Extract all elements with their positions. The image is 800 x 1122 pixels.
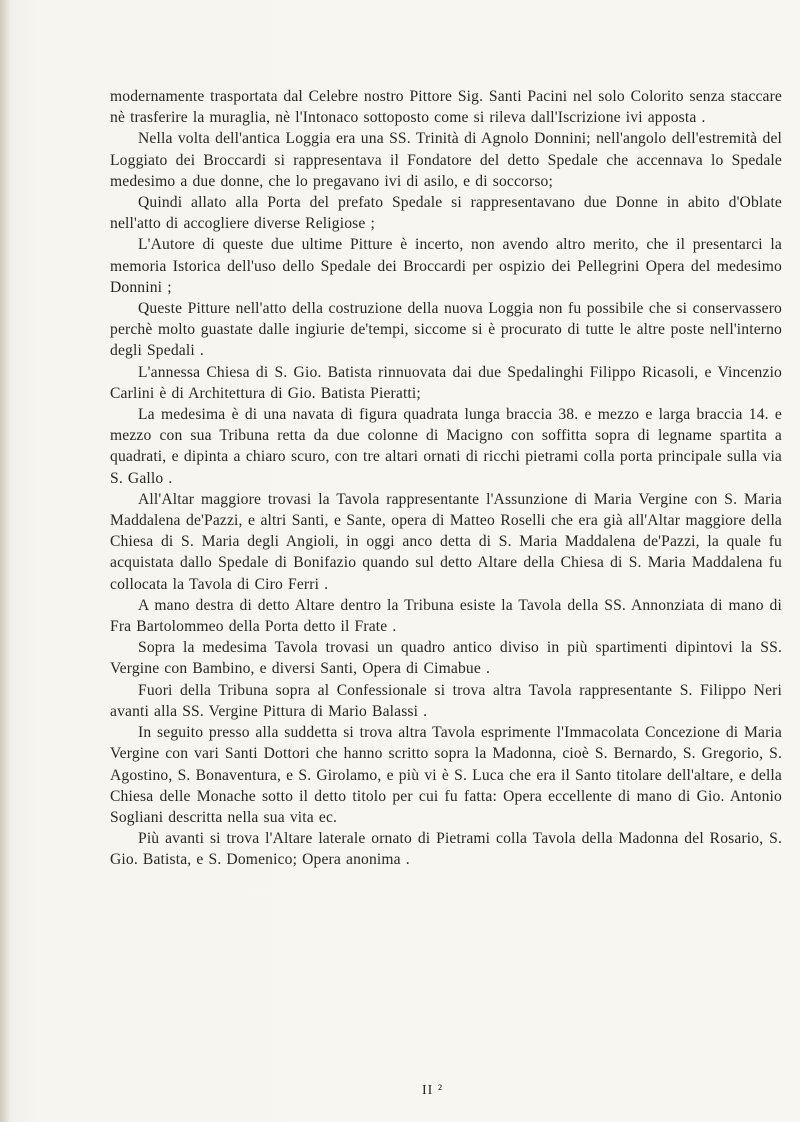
binding-edge <box>0 0 10 1122</box>
body-text <box>110 86 782 871</box>
paragraph-10: Sopra la medesima Tavola trovasi un quadro antico diviso in più spartimenti dipintovi la SS. Vergine con Bambino, e diversi Santi, Opera di Cimabue . <box>110 639 782 678</box>
paragraph-7: La medesima è di una navata di figura quadrata lunga braccia 38. e mezzo e larga braccia 14. e mezzo con sua Tribuna retta da due colonne di Macigno con soffitta sopra di legname spartita a quadrati, e dipinta a chiaro scuro, con tre altari ornati di ricchi pietrami colla porta principale sulla via S. Gallo . <box>110 406 782 487</box>
paragraph-1: modernamente trasportata dal Celebre nostro Pittore Sig. Santi Pacini nel solo Colorito senza staccare nè trasferire la muraglia, nè l'Intonaco sottoposto come si rileva dall'Iscrizione ivi apposta . <box>110 88 782 127</box>
paragraph-9: A mano destra di detto Altare dentro la Tribuna esiste la Tavola della SS. Annonziata di mano di Fra Bartolommeo della Porta detto il Frate . <box>110 596 782 636</box>
paragraph-2: Nella volta dell'antica Loggia era una SS. Trinità di Agnolo Donnini; nell'angolo dell'estremità del Loggiato dei Broccardi si rappresentava il Fondatore del detto Spedale che accennava lo Spedale medesimo a due donne, che lo pregavano ivi di asilo, e di soccorso; <box>110 130 782 190</box>
paragraph-3: Quindi allato alla Porta del prefato Spedale si rappresentavano due Donne in abito d'Oblate nell'atto di accogliere diverse Religiose ; <box>110 194 782 233</box>
paragraph-13: Più avanti si trova l'Altare laterale ornato di Pietrami colla Tavola della Madonna del Rosario, S. Gio. Batista, e S. Domenico; Opera anonima . <box>110 830 782 869</box>
paragraph-4: L'Autore di queste due ultime Pitture è incerto, non avendo altro merito, che il presentarci la memoria Istorica dell'uso dello Spedale dei Broccardi per ospizio dei Pellegrini Opera del medesimo Donnini ; <box>110 236 782 296</box>
paragraph-5: Queste Pitture nell'atto della costruzione della nuova Loggia non fu possibile che si conservassero perchè molto guastate dalle ingiurie de'tempi, siccome si è procurato di tutte le altre poste nell'interno degli Spedali . <box>110 300 782 360</box>
paragraph-6: L'annessa Chiesa di S. Gio. Batista rinnuovata dai due Spedalinghi Filippo Ricasoli, e Vincenzio Carlini è di Architettura di Gio. Batista Pieratti; <box>110 363 782 402</box>
paragraph-8: All'Altar maggiore trovasi la Tavola rappresentante l'Assunzione di Maria Vergine con S. Maria Maddalena de'Pazzi, e altri Santi, e Sante, opera di Matteo Roselli che era già all'Altar maggiore della Chiesa di S. Maria degli Angioli, in oggi anco detta di S. Maria Maddalena de'Pazzi, la quale fu acquistata dallo Spedale di Bonifazio quando sul detto Altare della Chiesa di S. Maria Maddalena fu collocata la Tavola di Ciro Ferri . <box>110 490 782 593</box>
signature-mark: II ² <box>422 1083 444 1098</box>
paragraph-11: Fuori della Tribuna sopra al Confessionale si trova altra Tavola rappresentante S. Filippo Neri avanti alla SS. Vergine Pittura di Mario Balassi . <box>110 681 782 720</box>
paragraph-12: In seguito presso alla suddetta si trova altra Tavola esprimente l'Immacolata Concezione di Maria Vergine con vari Santi Dottori che hanno scritto sopra la Madonna, cioè S. Bernardo, S. Gregorio, S. Agostino, S. Bonaventura, e S. Girolamo, e più vi è S. Luca che era il Santo titolare dell'altare, e della Chiesa delle Monache sotto il detto titolo per cui fu fatta: Opera eccellente di mano di Gio. Antonio Sogliani descritta nella sua vita ec. <box>110 724 782 826</box>
